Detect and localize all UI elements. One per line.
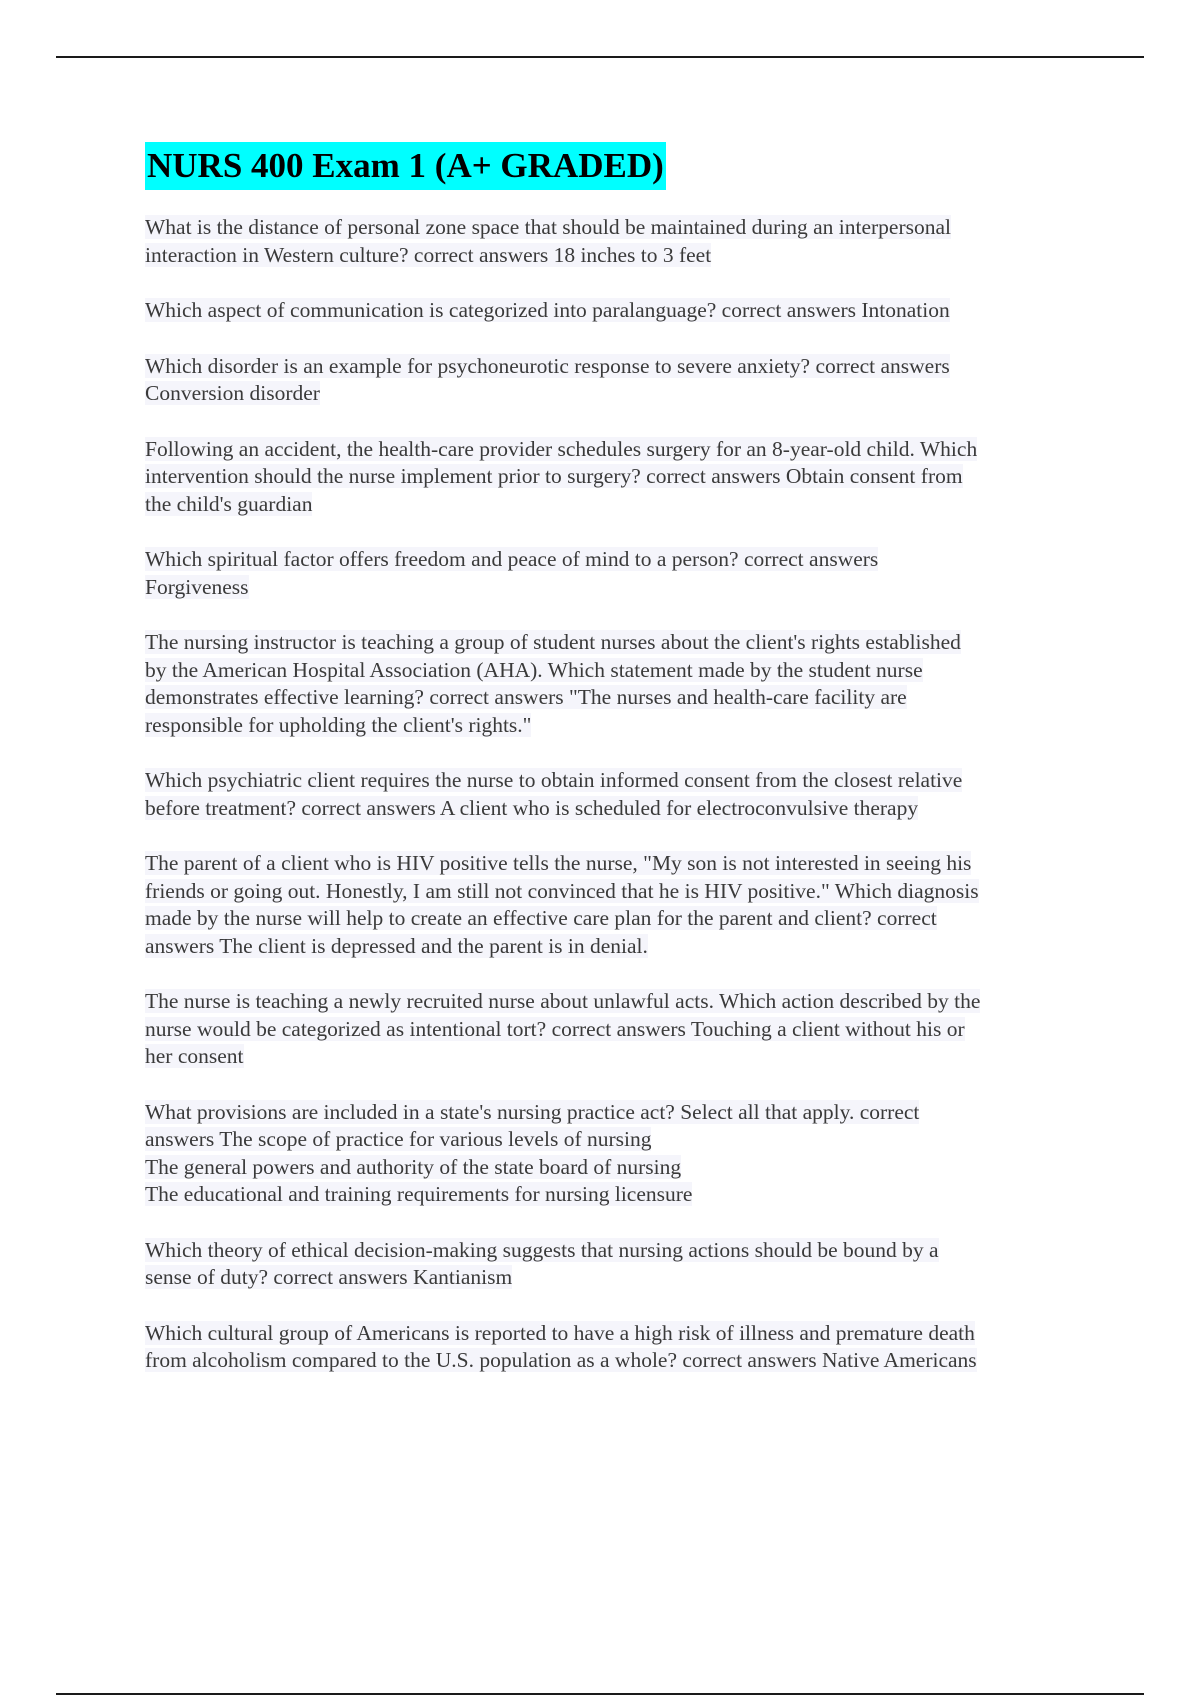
qa-text: Following an accident, the health-care provider schedules surgery for an 8-year-old child. Which intervention should the nurse implement prior to surgery? correct answers Obtain consent from the child's guardian xyxy=(145,436,978,516)
qa-item-10 xyxy=(145,1099,1095,1209)
qa-item-1 xyxy=(145,214,1095,269)
qa-item-11 xyxy=(145,1237,1095,1292)
qa-text: Which aspect of communication is categorized into paralanguage? correct answers Intonation xyxy=(145,298,950,322)
qa-item-2 xyxy=(145,297,1095,325)
qa-text: What is the distance of personal zone space that should be maintained during an interpersonal interaction in Western culture? correct answers 18 inches to 3 feet xyxy=(145,215,951,267)
bottom-divider xyxy=(56,1693,1144,1695)
document-title: NURS 400 Exam 1 (A+ GRADED) xyxy=(145,142,666,190)
qa-item-12 xyxy=(145,1320,1095,1375)
qa-text: Which psychiatric client requires the nurse to obtain informed consent from the closest relative before treatment? correct answers A client who is scheduled for electroconvulsive therapy xyxy=(145,768,963,820)
document-body xyxy=(145,142,1095,1403)
qa-text: Which theory of ethical decision-making suggests that nursing actions should be bound by a sense of duty? correct answers Kantianism xyxy=(145,1237,939,1289)
qa-text: Which spiritual factor offers freedom and peace of mind to a person? correct answers Forgiveness xyxy=(145,547,879,599)
qa-text: The nurse is teaching a newly recruited nurse about unlawful acts. Which action described by the nurse would be categorized as intentional tort? correct answers Touching a client without his or her consent xyxy=(145,989,981,1068)
qa-text: What provisions are included in a state's nursing practice act? Select all that apply. correct answers The scope of practice for various levels of nursing The general powers and authority of the state board of nursing The educational and training requirements for nursing licensure xyxy=(145,1099,920,1206)
qa-text: Which cultural group of Americans is reported to have a high risk of illness and premature death from alcoholism compared to the U.S. population as a whole? correct answers Native Americans xyxy=(145,1320,977,1372)
qa-item-3 xyxy=(145,353,1095,408)
qa-item-8 xyxy=(145,850,1095,960)
qa-text: The nursing instructor is teaching a group of student nurses about the client's rights established by the American Hospital Association (AHA). Which statement made by the student nurse demonstrates effective learning? correct answers "The nurses and health-care facility are responsible for upholding the client's rights." xyxy=(145,630,961,737)
qa-item-9 xyxy=(145,988,1095,1071)
qa-item-6 xyxy=(145,629,1095,739)
qa-item-4 xyxy=(145,436,1095,519)
qa-text: Which disorder is an example for psychoneurotic response to severe anxiety? correct answers Conversion disorder xyxy=(145,353,950,405)
top-divider xyxy=(56,56,1144,58)
qa-list xyxy=(145,214,1095,1375)
qa-item-7 xyxy=(145,767,1095,822)
qa-text: The parent of a client who is HIV positive tells the nurse, "My son is not interested in seeing his friends or going out. Honestly, I am still not convinced that he is HIV positive." Which diagnosis made by the nurse will help to create an effective care plan for the parent and client? correct answers The client is depressed and the parent is in denial. xyxy=(145,851,979,958)
qa-item-5 xyxy=(145,546,1095,601)
